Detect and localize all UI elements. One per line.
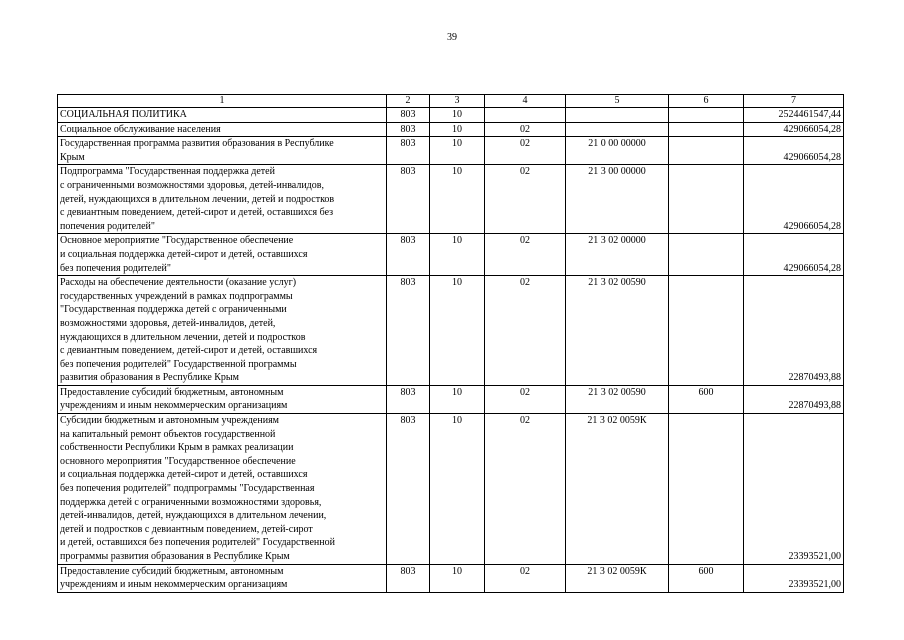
ministry-code-cell: 803 [387,234,430,276]
target-article-code-cell: 21 3 02 00590 [566,385,669,413]
amount-cell: 2524461547,44 [744,108,844,123]
section-code-cell: 10 [430,385,485,413]
section-code-cell: 10 [430,122,485,137]
ministry-code-cell: 803 [387,108,430,123]
target-article-code-cell: 21 3 02 0059К [566,414,669,565]
item-name-cell: Основное мероприятие "Государственное обеспечение и социальная поддержка детей-сирот и детей, оставшихся без попечения родителей" [58,234,387,276]
ministry-code-cell: 803 [387,122,430,137]
expense-type-code-cell [669,414,744,565]
expense-type-code-cell: 600 [669,385,744,413]
amount-cell: 22870493,88 [744,276,844,386]
ministry-code-cell: 803 [387,137,430,165]
budget-table [57,94,844,593]
target-article-code-cell [566,122,669,137]
table-row [58,276,844,386]
amount-cell: 429066054,28 [744,165,844,234]
header-cell-4: 4 [485,95,566,108]
subsection-code-cell: 02 [485,234,566,276]
item-name-cell: Предоставление субсидий бюджетным, автономным учреждениям и иным некоммерческим организациям [58,564,387,592]
target-article-code-cell: 21 3 02 0059К [566,564,669,592]
table-row [58,234,844,276]
ministry-code-cell: 803 [387,276,430,386]
subsection-code-cell: 02 [485,122,566,137]
amount-cell: 429066054,28 [744,122,844,137]
amount-cell: 23393521,00 [744,564,844,592]
subsection-code-cell: 02 [485,137,566,165]
section-code-cell: 10 [430,564,485,592]
table-row [58,385,844,413]
table-row [58,165,844,234]
expense-type-code-cell [669,108,744,123]
item-name-cell: СОЦИАЛЬНАЯ ПОЛИТИКА [58,108,387,123]
amount-cell: 429066054,28 [744,137,844,165]
target-article-code-cell: 21 0 00 00000 [566,137,669,165]
item-name-cell: Государственная программа развития образования в Республике Крым [58,137,387,165]
header-cell-6: 6 [669,95,744,108]
table-row [58,137,844,165]
section-code-cell: 10 [430,137,485,165]
amount-cell: 429066054,28 [744,234,844,276]
subsection-code-cell: 02 [485,276,566,386]
item-name-cell: Социальное обслуживание населения [58,122,387,137]
header-cell-3: 3 [430,95,485,108]
header-row [58,95,844,108]
subsection-code-cell: 02 [485,385,566,413]
expense-type-code-cell [669,137,744,165]
item-name-cell: Расходы на обеспечение деятельности (оказание услуг) государственных учреждений в рамках подпрограммы "Государственная поддержка детей с ограниченными возможностями здоровья, детей-инвалидов, детей, нуждающихся в длительном лечении, детей и подростков с девиантным поведением, детей-сирот и детей, оставшихся без попечения родителей" Государственной программы развития образования в Республике Крым [58,276,387,386]
expense-type-code-cell [669,234,744,276]
ministry-code-cell: 803 [387,385,430,413]
subsection-code-cell: 02 [485,165,566,234]
section-code-cell: 10 [430,276,485,386]
amount-cell: 22870493,88 [744,385,844,413]
item-name-cell: Предоставление субсидий бюджетным, автономным учреждениям и иным некоммерческим организациям [58,385,387,413]
table-row [58,108,844,123]
header-cell-5: 5 [566,95,669,108]
expense-type-code-cell: 600 [669,564,744,592]
target-article-code-cell: 21 3 02 00590 [566,276,669,386]
table-row [58,414,844,565]
target-article-code-cell: 21 3 00 00000 [566,165,669,234]
ministry-code-cell: 803 [387,165,430,234]
subsection-code-cell: 02 [485,564,566,592]
expense-type-code-cell [669,122,744,137]
section-code-cell: 10 [430,108,485,123]
item-name-cell: Подпрограмма "Государственная поддержка детей с ограниченными возможностями здоровья, детей-инвалидов, детей, нуждающихся в длительном лечении, детей и подростков с девиантным поведением, детей-сирот и детей, оставшихся без попечения родителей" [58,165,387,234]
header-cell-7: 7 [744,95,844,108]
subsection-code-cell: 02 [485,414,566,565]
amount-cell: 23393521,00 [744,414,844,565]
section-code-cell: 10 [430,234,485,276]
table-row [58,564,844,592]
header-cell-1: 1 [58,95,387,108]
expense-type-code-cell [669,165,744,234]
item-name-cell: Субсидии бюджетным и автономным учреждениям на капитальный ремонт объектов государственной собственности Республики Крым в рамках реализации основного мероприятия "Государственное обеспечение и социальная поддержка детей-сирот и детей, оставшихся без попечения родителей" подпрограммы "Государственная поддержка детей с ограниченными возможностями здоровья, детей-инвалидов, детей, нуждающихся в длительном лечении, детей и подростков с девиантным поведением, детей-сирот и детей, оставшихся без попечения родителей" Государственной программы развития образования в Республике Крым [58,414,387,565]
target-article-code-cell [566,108,669,123]
subsection-code-cell [485,108,566,123]
target-article-code-cell: 21 3 02 00000 [566,234,669,276]
table-row [58,122,844,137]
expense-type-code-cell [669,276,744,386]
page-number: 39 [447,32,457,43]
ministry-code-cell: 803 [387,564,430,592]
header-cell-2: 2 [387,95,430,108]
ministry-code-cell: 803 [387,414,430,565]
section-code-cell: 10 [430,414,485,565]
section-code-cell: 10 [430,165,485,234]
